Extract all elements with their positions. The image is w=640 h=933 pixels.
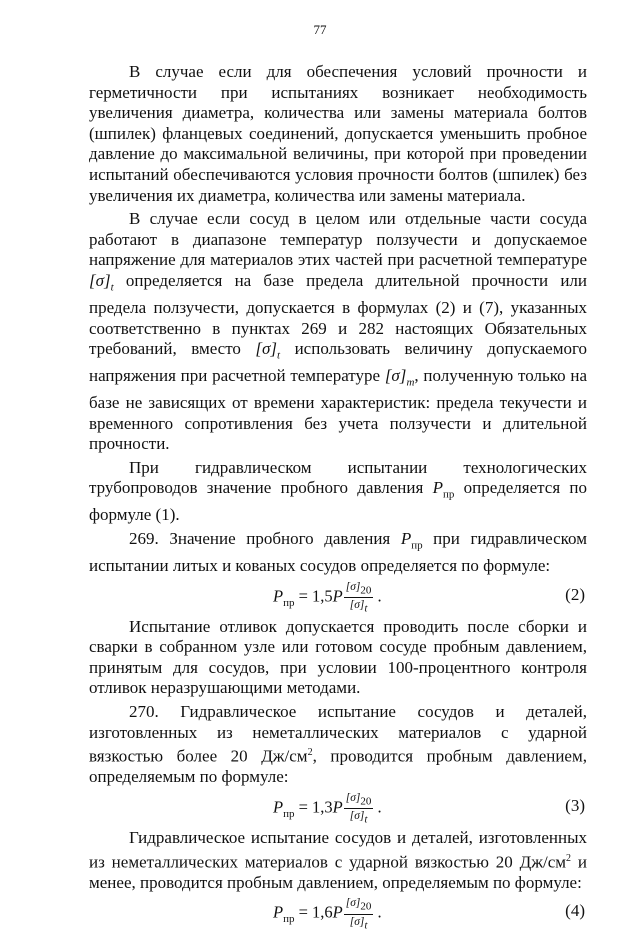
formula-2: $P_{пр} = 1,5P$ $\frac{[\sigma]_{20}}{[\sigma]_t}$ . (2) <box>273 580 585 615</box>
paragraph-270: 270. Гидравлическое испытание сосудов и деталей, изготовленных из неметаллических материалов с ударной вязкостью более 20 $Дж/см^2$, проводится пробным давлением, определяемым по формуле: <box>89 701 587 787</box>
formula-4: $P_{пр} = 1,6P$ $\frac{[\sigma]_{20}}{[\sigma]_t}$ . (4) <box>273 897 585 932</box>
page-number: 77 <box>313 22 327 37</box>
paragraph-flange-bolts: В случае если для обеспечения условий прочности и герметичности при испытаниях возникает необходимость увеличения диаметра, количества или замены материала болтов (шпилек) фланцевых соединений, допускается уменьшить пробное давление до максимальной величины, при которой при проведении испытаний обеспечиваются условия прочности болтов (шпилек) без увеличения их диаметра, количества или замены материала. <box>89 62 587 205</box>
paragraph-creep: В случае если сосуд в целом или отдельные части сосуда работают в диапазоне температур ползучести и допускаемое напряжение для материалов этих частей при расчетной температуре $[\sigma]_t$ определяется на базе предела длительной прочности или предела ползучести, допускается в формулах (2) и (7), указанных соответственно в пунктах 269 и 282 настоящих Обязательных требований, вместо $[\sigma]_t$ использовать величину допускаемого напряжения при расчетной температуре $[\sigma]_m$, полученную только на базе не зависящих от времени характеристик: предела текучести и временного сопротивления без учета ползучести и длительной прочности. <box>89 209 587 454</box>
formula-3: $P_{пр} = 1,3P$ $\frac{[\sigma]_{20}}{[\sigma]_t}$ . (3) <box>273 792 585 826</box>
document-body <box>89 62 587 933</box>
paragraph-pipelines: При гидравлическом испытании технологических трубопроводов значение пробного давления $P_{пр}$ определяется по формуле (1). <box>89 457 588 525</box>
paragraph-269: 269. Значение пробного давления $P_{пр}$ при гидравлическом испытании литых и кованых сосудов определяется по формуле: <box>89 529 587 576</box>
paragraph-castings: Испытание отливок допускается проводить после сборки и сварки в собранном узле или готовом сосуде пробным давлением, принятым для сосудов, при условии 100-процентного контроля отливок неразрушающими методами. <box>89 616 587 698</box>
formula-number: (2) <box>565 584 585 604</box>
formula-number: (4) <box>565 901 585 921</box>
formula-number: (3) <box>565 796 585 816</box>
paragraph-nonmetal-low: Гидравлическое испытание сосудов и деталей, изготовленных из неметаллических материалов с ударной вязкостью 20 $Дж/см^2$ и менее, проводится пробным давлением, определяемым по формуле: <box>89 828 587 892</box>
